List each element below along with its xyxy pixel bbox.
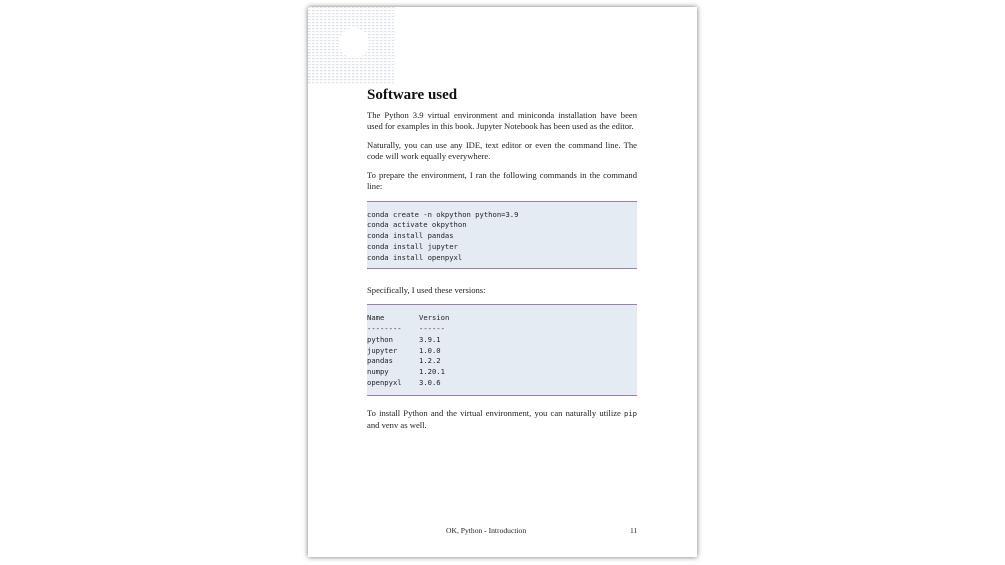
footer-title: OK, Python - Introduction <box>446 526 527 535</box>
watermark-logo <box>308 7 394 85</box>
venv-code: venv <box>381 419 399 430</box>
table-row <box>367 356 637 367</box>
table-cell-version: 1.0.0 <box>419 345 441 355</box>
table-cell-version: Version <box>419 313 450 323</box>
table-cell-version: 3.9.1 <box>419 334 441 344</box>
closing-text: To install Python and the virtual environment, you can naturally utilize <box>367 408 625 419</box>
versions-code-block <box>367 304 637 396</box>
table-cell-version: 3.0.6 <box>419 377 441 387</box>
code-line: conda install pandas <box>367 231 454 241</box>
prepare-paragraph: To prepare the environment, I ran the following commands in the command line: <box>367 170 637 191</box>
table-header-row <box>367 313 637 324</box>
page-content <box>367 87 637 439</box>
table-cell-version: 1.20.1 <box>419 367 445 377</box>
versions-intro: Specifically, I used these versions: <box>367 284 486 295</box>
intro-paragraph: The Python 3.9 virtual environment and miniconda installation have been used for examples in this book. Jupyter Notebook has been used as the editor. <box>367 110 637 131</box>
section-heading: Software used <box>367 87 458 103</box>
closing-text: and <box>367 419 382 430</box>
pip-code: pip <box>624 409 637 419</box>
table-separator-row <box>367 324 637 335</box>
table-row <box>367 367 637 378</box>
table-cell-name: openpyxl <box>367 377 402 387</box>
table-cell-name: pandas <box>367 356 393 366</box>
book-page <box>308 7 697 557</box>
table-cell-name: numpy <box>367 367 389 377</box>
closing-text: as well. <box>398 419 427 430</box>
closing-paragraph <box>367 408 637 430</box>
code-line: conda install jupyter <box>367 241 458 251</box>
table-cell-name: -------- <box>367 323 402 333</box>
code-line: conda install openpyxl <box>367 252 463 262</box>
code-line: conda activate okpython <box>367 220 467 230</box>
table-row <box>367 378 637 389</box>
ide-paragraph: Naturally, you can use any IDE, text editor or even the command line. The code will work equally everywhere. <box>367 140 637 161</box>
table-row <box>367 335 637 346</box>
table-row <box>367 346 637 357</box>
table-cell-name: jupyter <box>367 345 398 355</box>
table-cell-name: python <box>367 334 393 344</box>
code-line: conda create -n okpython python=3.9 <box>367 209 519 219</box>
commands-code-block <box>367 201 637 269</box>
page-number: 11 <box>630 526 638 535</box>
table-cell-version: ------ <box>419 323 445 333</box>
table-cell-version: 1.2.2 <box>419 356 441 366</box>
table-cell-name: Name <box>367 313 385 323</box>
